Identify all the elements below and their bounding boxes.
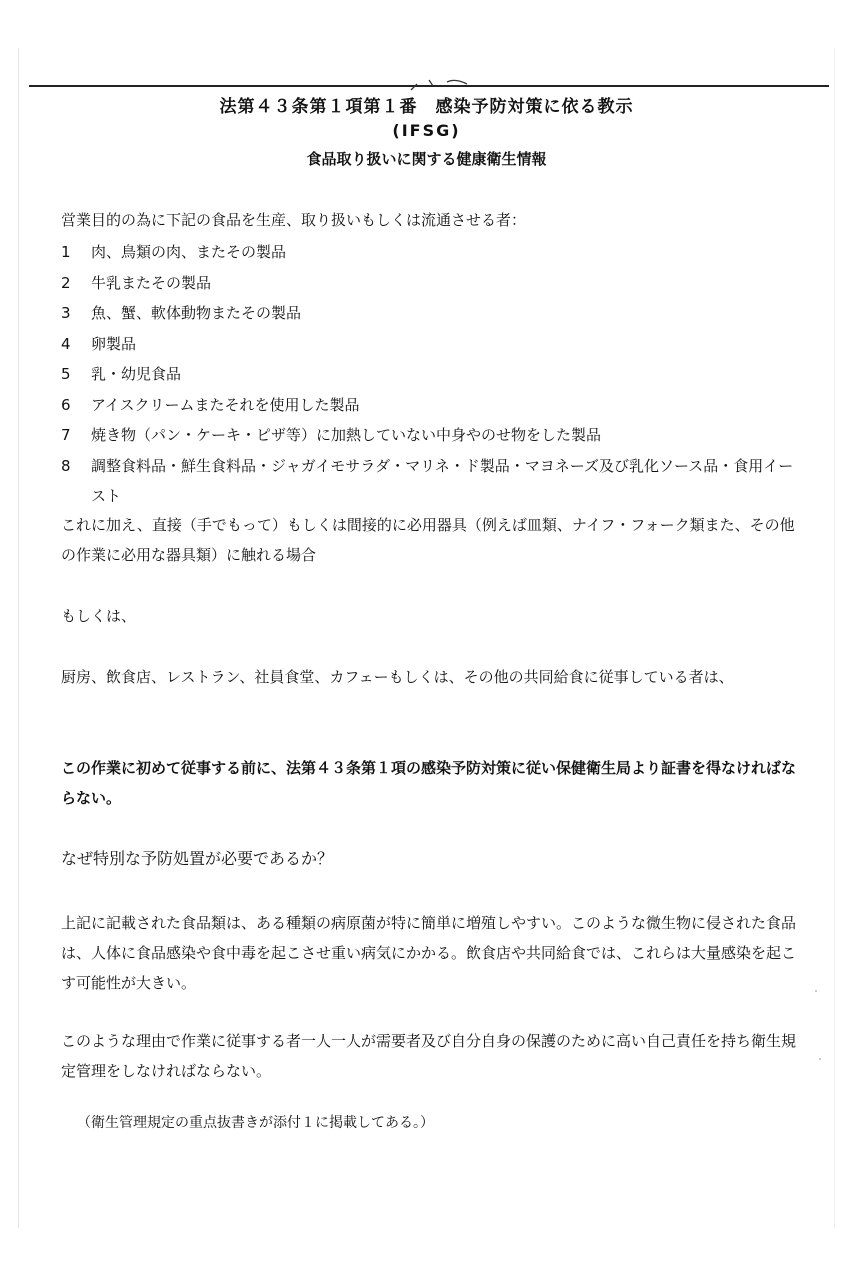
list-item [61,390,801,421]
item-number: 4 [61,334,71,353]
appendix-note: （衛生管理規定の重点抜書きが添付１に掲載してある。） [77,1115,434,1131]
item-text: 乳・幼児食品 [91,365,182,383]
intro-text: 営業目的の為に下記の食品を生産、取り扱いもしくは流通させる者： [61,211,527,229]
list-item [61,420,801,451]
document-page [18,48,835,1228]
direct-contact-paragraph: これに加え、直接（手でもって）もしくは間接的に必用器具（例えば皿類、ナイフ・フォーク類また、その他の作業に必用な器具類）に触れる場合 [61,516,795,564]
document-title: 法第４３条第１項第１番 感染予防対策に依る教示 [219,97,634,117]
list-item [61,451,801,512]
item-text: アイスクリームまたそれを使用した製品 [91,395,360,414]
why-heading: なぜ特別な予防処置が必要であるか？ [61,849,334,868]
reason-paragraph: 上記に記載された食品類は、ある種類の病原菌が特に簡単に増殖しやすい。このような微生物に侵された食品は、人体に食品感染や食中毒を起こさせ重い病気にかかる。飲食店や共同給食では、これらは大量感染を起こす可能性が大きい。 [61,914,797,992]
item-text: 焼き物（パン・ケーキ・ピザ等）に加熱していない中身やのせ物をした製品 [91,426,602,444]
item-number: 1 [61,243,71,261]
item-text: 魚、蟹、軟体動物またその製品 [91,304,302,322]
item-text: 肉、鳥類の肉、またその製品 [91,243,287,261]
document-abbreviation: (IFSG) [392,121,461,140]
item-text: 調整食料品・鮮生食料品・ジャガイモサラダ・マリネ・ド製品・マヨネーズ及び乳化ソース品・食用イースト [91,456,794,505]
food-list [61,237,801,512]
workers-paragraph: 厨房、飲食店、レストラン、社員食堂、カフェーもしくは、その他の共同給食に従事している者は、 [61,668,734,686]
list-item [61,237,801,268]
or-text: もしくは、 [61,607,137,625]
scan-speck [819,1058,821,1060]
responsibility-paragraph: このような理由で作業に従事する者一人一人が需要者及び自分自身の保護のために高い自己責任を持ち衛生規定管理をしなければならない。 [61,1032,797,1080]
item-text: 卵製品 [91,334,137,353]
item-number: 3 [61,304,71,322]
item-number: 2 [61,273,71,292]
item-text: 牛乳またその製品 [91,273,212,292]
certificate-requirement: この作業に初めて従事する前に、法第４３条第１項の感染予防対策に従い保健衛生局より証書を得なければならない。 [61,759,797,807]
list-item [61,268,801,299]
list-item [61,298,801,329]
list-item [61,359,801,390]
scan-speck [815,990,817,992]
item-number: 8 [61,456,71,475]
item-number: 7 [61,426,71,444]
list-item [61,329,801,360]
item-number: 6 [61,395,71,414]
item-number: 5 [61,365,71,383]
document-subtitle: 食品取り扱いに関する健康衛生情報 [306,150,547,168]
